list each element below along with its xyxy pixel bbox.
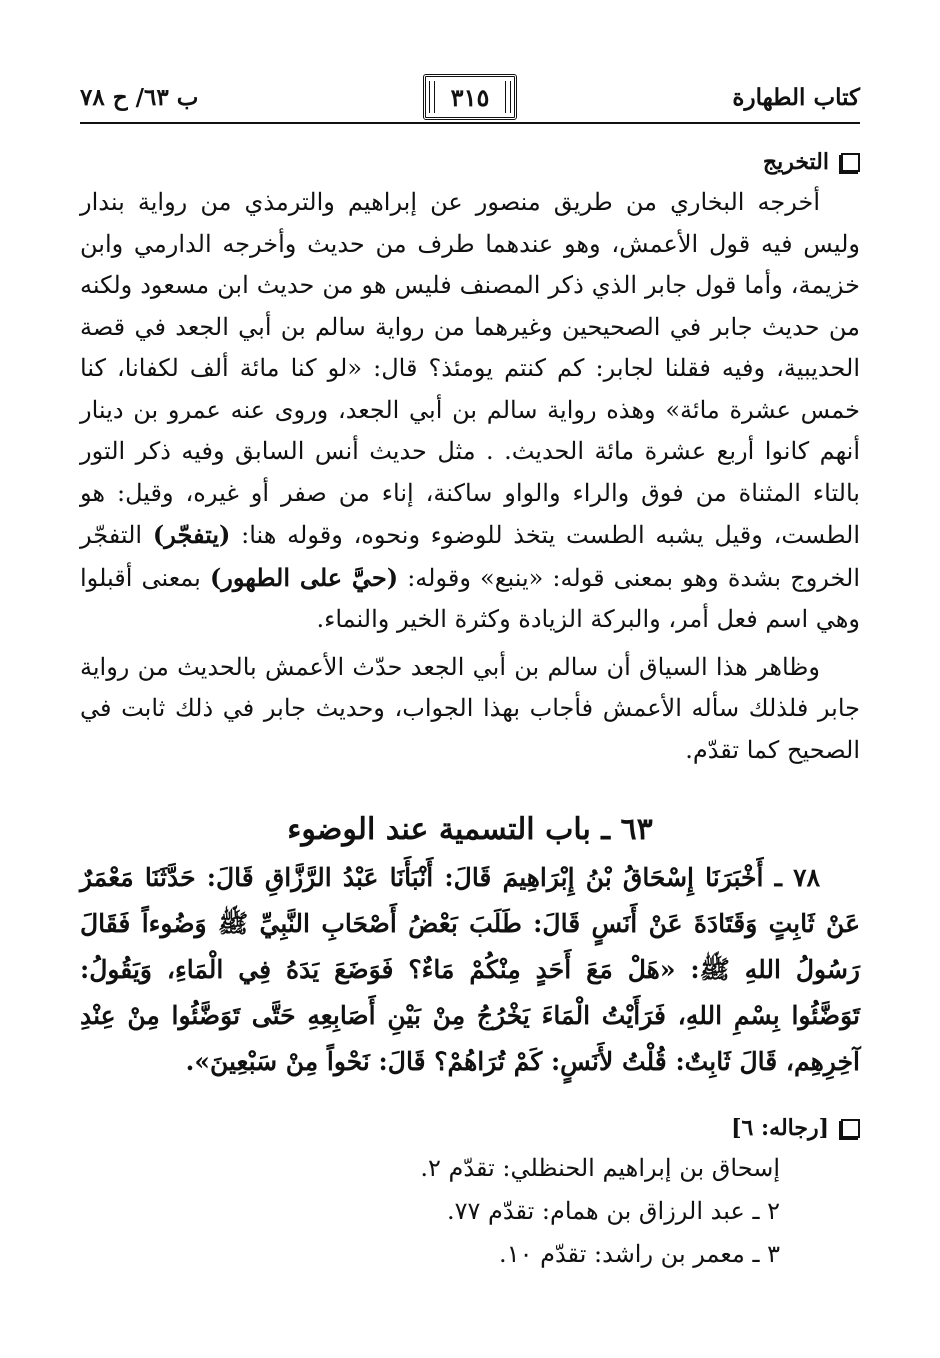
term-hayya-ala-altahur: (حيَّ على الطهور) <box>209 562 399 592</box>
page-number: ٣١٥ <box>423 74 517 120</box>
takhrij-paragraph-2: وظاهر هذا السياق أن سالم بن أبي الجعد حدّث الأعمش بالحديث من رواية جابر فلذلك سأله الأعمش فأجاب بهذا الجواب، وحديث جابر في ذلك ثابت في الصحيح كما تقدّم. <box>80 652 860 764</box>
rijal-list <box>80 1147 860 1276</box>
page-body <box>80 142 860 1276</box>
takhrij-text-1: أخرجه البخاري من طريق منصور عن إبراهيم والترمذي من رواية بندار وليس فيه قول الأعمش، وهو عندهما طرف من حديث وأخرجه الدارمي وابن خزيمة، وأما قول جابر الذي ذكر المصنف فليس هو من حديث ابن مسعود ولكنه من حديث جابر في الصحيحين وغيرهما من رواية سالم بن أبي الجعد في قصة الحديبية، وفيه فقلنا لجابر: كم كنتم يومئذ؟ قال: «لو كنا مائة ألف لكفانا، كنا خمس عشرة مائة» وهذه رواية سالم بن أبي الجعد، وروى عنه عمرو بن دينار أنهم كانوا أربع عشرة مائة الحديث. . مثل حديث أنس السابق وفيه ذكر التور بالتاء المثناة من فوق والراء والواو ساكنة، إناء من صفر أو غيره، وقيل: هو الطست، وقيل يشبه الطست يتخذ للوضوء ونحوه، وقوله هنا: <box>80 188 861 549</box>
takhrij-text-3: بمعنى أقبلوا وهي اسم فعل أمر، والبركة الزيادة وكثرة الخير والنماء. <box>80 563 860 633</box>
rijal-heading <box>80 1109 860 1147</box>
takhrij-heading <box>80 142 860 182</box>
page-header <box>80 80 860 120</box>
takhrij-text-2: التفجّر الخروج بشدة وهو بمعنى قوله: «ينبع» وقوله: <box>80 521 860 592</box>
chapter-hadith-reference: ب ٦٣/ ح ٧٨ <box>80 84 199 111</box>
book-title: كتاب الطهارة <box>732 84 860 111</box>
hadith-text: ٧٨ ـ أَخْبَرَنَا إِسْحَاقُ بْنُ إِبْرَاهِيمَ قَالَ: أَنْبَأَنَا عَبْدُ الرَّزَّاقِ قَالَ: حَدَّثَنَا مَعْمَرٌ عَنْ ثَابِتٍ وَقَتَادَةَ عَنْ أَنَسٍ قَالَ: طَلَبَ بَعْضُ أَصْحَابِ النَّبِيِّ ﷺ وَضُوءاً فَقَالَ رَسُولُ اللهِ ﷺ: «هَلْ مَعَ أَحَدٍ مِنْكُمْ مَاءٌ؟ فَوَضَعَ يَدَهُ فِي الْمَاءِ، وَيَقُولُ: تَوَضَّئُوا بِسْمِ اللهِ، فَرَأَيْتُ الْمَاءَ يَخْرُجُ مِنْ بَيْنِ أَصَابِعِهِ حَتَّى تَوَضَّئُوا مِنْ عِنْدِ آخِرِهِم، قَالَ ثَابِتٌ: قُلْتُ لأَنَسٍ: كَمْ تُرَاهُمْ؟ قَالَ: نَحْواً مِنْ سَبْعِينَ». <box>80 863 860 1076</box>
header-divider <box>80 122 860 124</box>
takhrij-title: التخريج <box>762 149 829 175</box>
list-item: ٣ ـ معمر بن راشد: تقدّم ١٠. <box>499 1240 780 1268</box>
chapter-title: ٦٣ ـ باب التسمية عند الوضوء <box>287 812 653 847</box>
term-yatafajjar: (يتفجّر) <box>152 520 231 549</box>
square-bullet-icon <box>841 153 860 172</box>
square-bullet-icon <box>841 1119 860 1138</box>
list-item: ٢ ـ عبد الرزاق بن همام: تقدّم ٧٧. <box>446 1197 780 1225</box>
rijal-title: [رجاله: ٦] <box>731 1115 829 1141</box>
takhrij-paragraph-1 <box>80 182 860 641</box>
list-item: إسحاق بن إبراهيم الحنظلي: تقدّم ٢. <box>420 1154 780 1182</box>
